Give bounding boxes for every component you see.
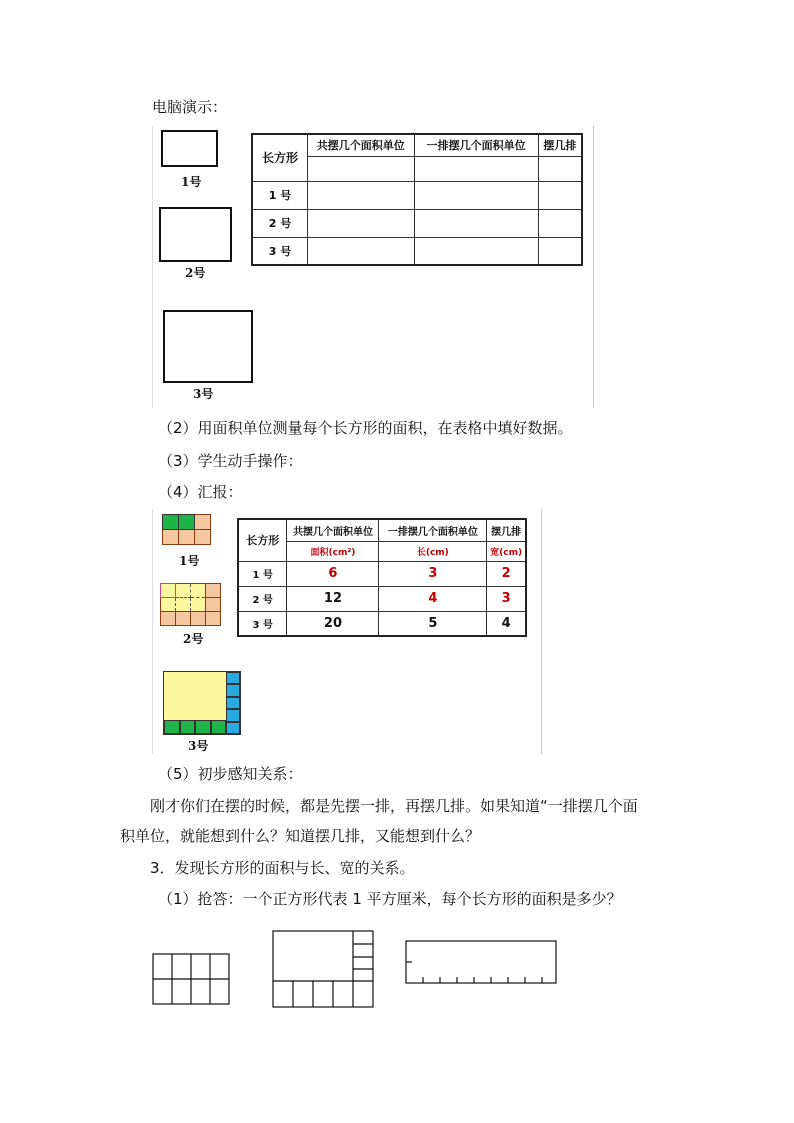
figure-demo [152, 126, 594, 408]
sub-area: 面积(cm²) [287, 541, 379, 561]
row-area: 20 [287, 611, 379, 636]
row-label: 3 号 [252, 237, 307, 265]
paragraph-line-2: 积单位，就能想到什么？知道摆几排，又能想到什么？ [120, 827, 481, 845]
rect-3-label: 3号 [193, 387, 214, 401]
header-row: 一排摆几个面积单位 [414, 134, 538, 156]
grid-rect-1-label: 1号 [179, 554, 200, 568]
row-name: 3 号 [238, 611, 287, 636]
diagram-ruler-rect [406, 941, 556, 983]
diagram-partial-grid [273, 931, 373, 1007]
row-width: 2 [487, 561, 526, 586]
question-1: （1）抢答：一个正方形代表 1 平方厘米，每个长方形的面积是多少？ [158, 890, 622, 908]
row-label: 1 号 [252, 181, 307, 209]
figure-report [152, 509, 542, 754]
demo-table [251, 133, 583, 266]
grid-rect-3 [163, 671, 241, 735]
row-name: 2 号 [238, 586, 287, 611]
header-rect: 长方形 [252, 134, 307, 181]
grid-rect-2 [160, 583, 221, 626]
paragraph-line-1: 刚才你们在摆的时候，都是先摆一排，再摆几排。如果知道“一排摆几个面 [150, 797, 638, 815]
header-rect: 长方形 [238, 519, 287, 561]
row-width: 4 [487, 611, 526, 636]
row-name: 1 号 [238, 561, 287, 586]
rect-1-label: 1号 [181, 175, 202, 189]
row-area: 12 [287, 586, 379, 611]
report-table [237, 518, 527, 637]
grid-rect-3-label: 3号 [188, 739, 209, 753]
diagram-grid-4x2 [153, 954, 229, 1004]
sub-length: 长(cm) [379, 541, 487, 561]
step-3: （3）学生动手操作： [158, 452, 303, 470]
step-4: （4）汇报： [158, 483, 243, 501]
rect-2-label: 2号 [185, 266, 206, 280]
row-length: 3 [379, 561, 487, 586]
step-5: （5）初步感知关系： [158, 765, 303, 783]
area-diagrams [150, 928, 570, 1010]
header-rows: 摆几排 [538, 134, 582, 156]
row-label: 2 号 [252, 209, 307, 237]
step-2: （2）用面积单位测量每个长方形的面积，在表格中填好数据。 [158, 419, 573, 437]
row-area: 6 [287, 561, 379, 586]
rect-3 [163, 310, 253, 383]
section-3-heading: 3．发现长方形的面积与长、宽的关系。 [150, 859, 415, 877]
rect-2 [159, 207, 232, 262]
grid-rect-1 [162, 514, 211, 545]
row-width: 3 [487, 586, 526, 611]
grid-rect-2-label: 2号 [183, 632, 204, 646]
sub-width: 宽(cm) [487, 541, 526, 561]
intro-text: 电脑演示： [152, 98, 228, 116]
row-length: 5 [379, 611, 487, 636]
rect-1 [161, 130, 218, 167]
row-length: 4 [379, 586, 487, 611]
header-total: 共摆几个面积单位 [307, 134, 414, 156]
header-rows: 摆几排 [487, 519, 526, 541]
header-total: 共摆几个面积单位 [287, 519, 379, 541]
header-row: 一排摆几个面积单位 [379, 519, 487, 541]
